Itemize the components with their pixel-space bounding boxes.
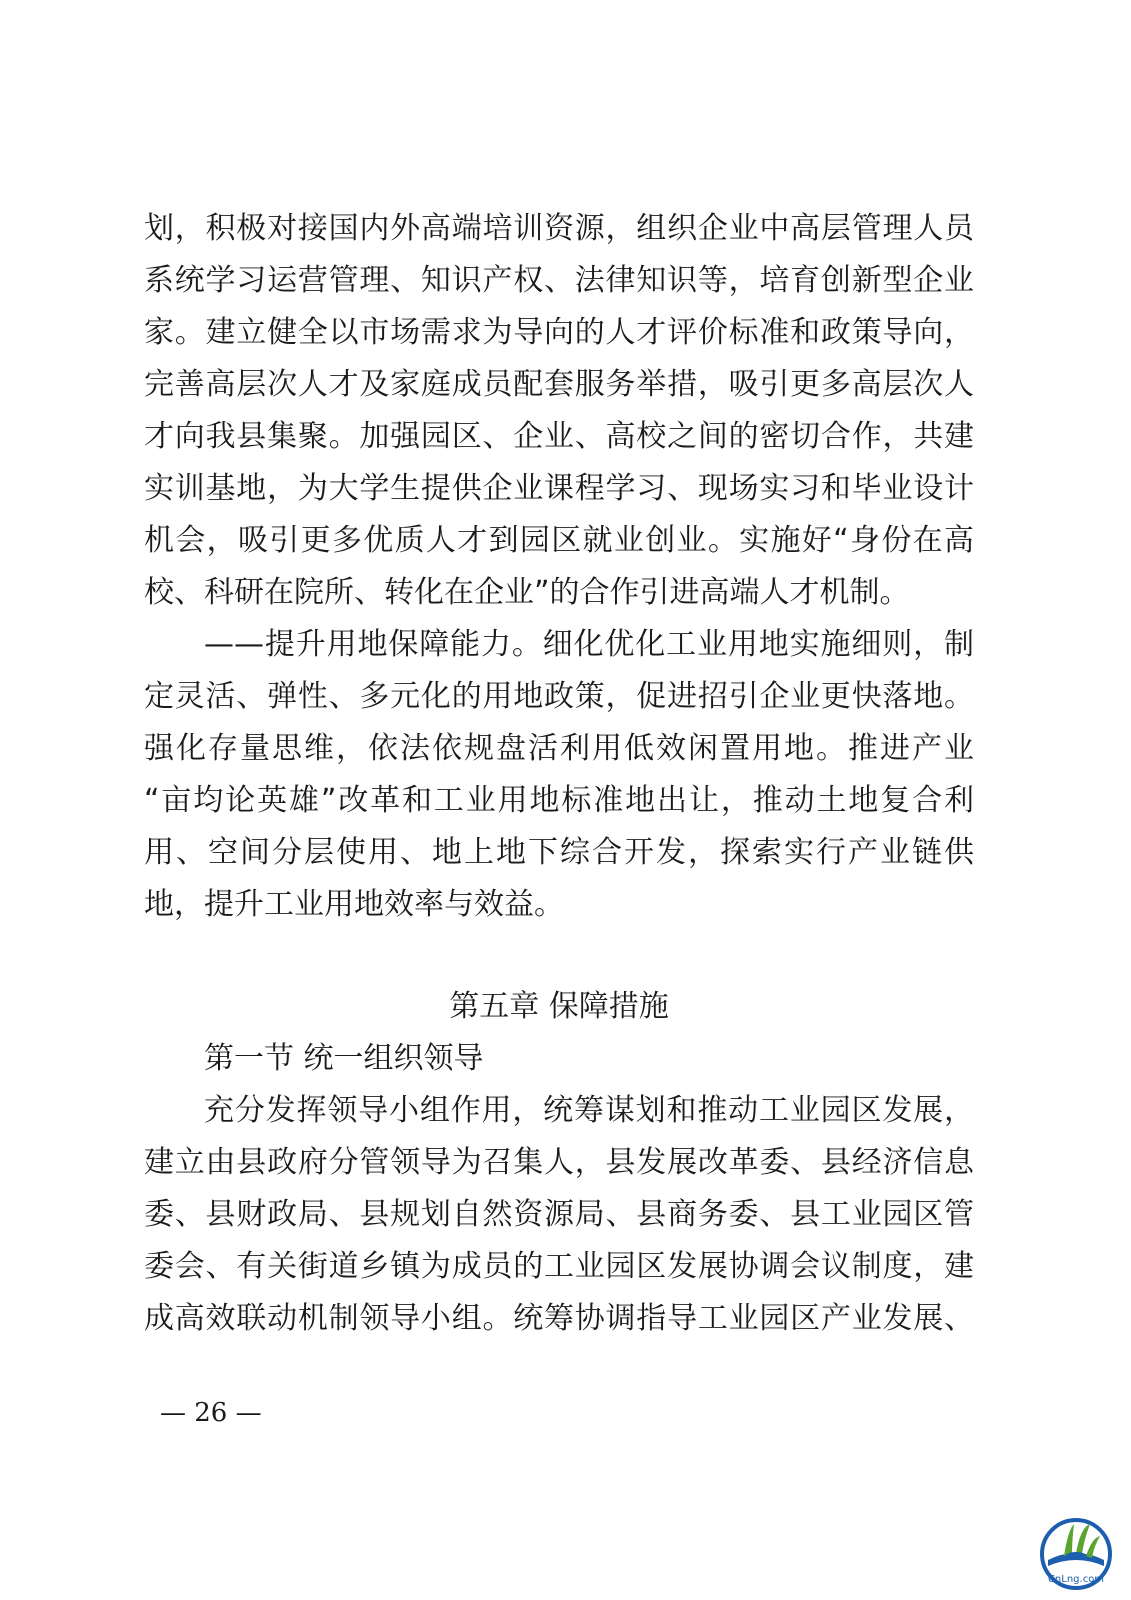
text-line: 划，积极对接国内外高端培训资源，组织企业中高层管理人员 xyxy=(144,211,974,246)
chapter-title: 第五章 保障措施 xyxy=(449,989,669,1024)
text-line: 建立由县政府分管领导为召集人，县发展改革委、县经济信息 xyxy=(144,1145,974,1180)
text-line: 委、县财政局、县规划自然资源局、县商务委、县工业园区管 xyxy=(144,1197,974,1232)
text-line: 系统学习运营管理、知识产权、法律知识等，培育创新型企业 xyxy=(144,263,974,298)
text-line: 才向我县集聚。加强园区、企业、高校之间的密切合作，共建 xyxy=(144,419,974,454)
text-line: 完善高层次人才及家庭成员配套服务举措，吸引更多高层次人 xyxy=(144,367,974,402)
text-line: 用、空间分层使用、地上地下综合开发，探索实行产业链供 xyxy=(144,835,974,870)
text-line: 成高效联动机制领导小组。统筹协调指导工业园区产业发展、 xyxy=(144,1301,974,1336)
text-line: 地，提升工业用地效率与效益。 xyxy=(144,887,564,922)
watermark-logo xyxy=(1038,1516,1114,1592)
body-text-part2 xyxy=(144,981,974,1345)
section-title: 第一节 统一组织领导 xyxy=(204,1041,484,1076)
cnlng-logo-icon xyxy=(1038,1516,1114,1592)
text-line: 校、科研在院所、转化在企业”的合作引进高端人才机制。 xyxy=(144,575,910,610)
watermark-text: CnLng.com xyxy=(1047,1574,1105,1585)
text-line: 实训基地，为大学生提供企业课程学习、现场实习和毕业设计 xyxy=(144,471,974,506)
text-line: 委会、有关街道乡镇为成员的工业园区发展协调会议制度，建 xyxy=(144,1249,974,1284)
page-number: — 26 — xyxy=(160,1398,262,1428)
text-line: 强化存量思维，依法依规盘活利用低效闲置用地。推进产业 xyxy=(144,731,974,766)
text-line: 家。建立健全以市场需求为导向的人才评价标准和政策导向， xyxy=(144,315,974,350)
text-line: 充分发挥领导小组作用，统筹谋划和推动工业园区发展， xyxy=(204,1093,974,1128)
text-line: 定灵活、弹性、多元化的用地政策，促进招引企业更快落地。 xyxy=(144,679,974,714)
text-line: 机会，吸引更多优质人才到园区就业创业。实施好“身份在高 xyxy=(144,523,974,558)
text-line: “亩均论英雄”改革和工业用地标准地出让，推动土地复合利 xyxy=(144,783,974,818)
text-line: ——提升用地保障能力。细化优化工业用地实施细则，制 xyxy=(204,627,974,662)
body-text-part1 xyxy=(144,203,974,931)
